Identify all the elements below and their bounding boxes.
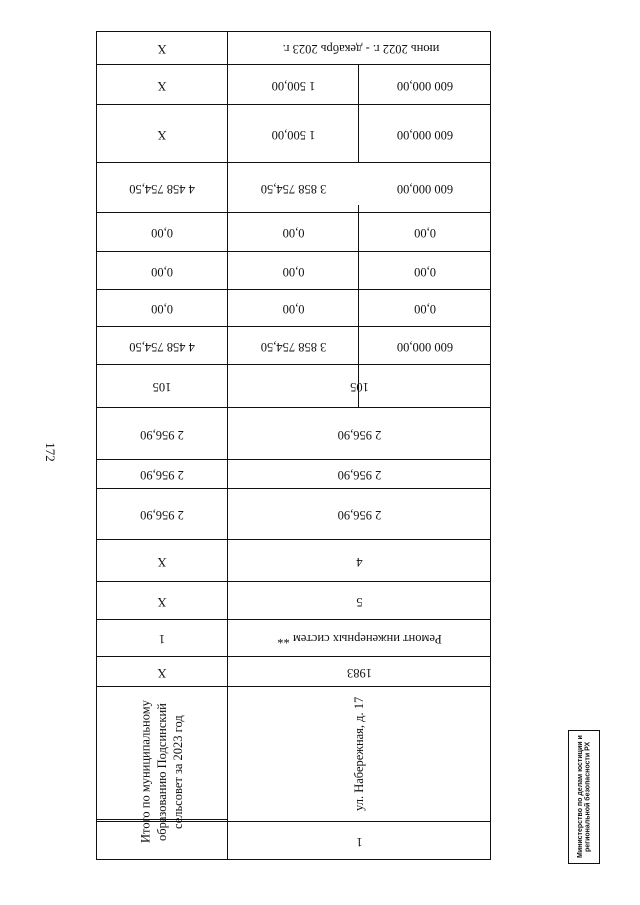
ministry-stamp [568, 730, 600, 864]
area-residents: 2 956,90 [337, 427, 382, 442]
region-b: 0,00 [282, 264, 305, 279]
total-period: X [157, 42, 167, 57]
total-local: 0,00 [151, 302, 173, 317]
region: 0,00 [414, 264, 436, 279]
total-unit-cost: X [157, 127, 167, 142]
area-living: 2 956,90 [337, 468, 382, 483]
cost-a: 3 858 754,50 [260, 181, 327, 196]
stamp-text: Министерство по делам юстиции и региональной безопасности РХ [576, 735, 591, 859]
residents: 105 [350, 380, 369, 395]
local: 0,00 [414, 302, 436, 317]
total-label: Итого по муниципальному образованию Подсинский сельсовет за 2023 год [138, 700, 186, 844]
total-year: X [157, 665, 167, 680]
year: 1983 [347, 665, 372, 680]
total-area-living: 2 956,90 [140, 468, 184, 483]
owners-b: 600 000,00 [396, 339, 454, 354]
owners-a: 3 858 754,50 [260, 339, 327, 354]
local-b: 0,00 [282, 302, 305, 317]
unit-cost-b: 600 000,00 [396, 127, 454, 142]
total-area-total: 2 956,90 [140, 508, 184, 523]
fund-b: 0,00 [282, 226, 305, 241]
cost-b: 600 000,00 [396, 181, 454, 196]
period: июнь 2022 г. - декабрь 2023 г. [282, 42, 440, 57]
floors: 5 [356, 594, 363, 609]
work-type: Ремонт инженерных систем ** [277, 632, 442, 647]
total-entrances: X [157, 554, 167, 569]
limit-b: 600 000,00 [396, 78, 454, 93]
total-limit: X [157, 78, 167, 93]
unit-cost-a: 1 500,00 [271, 127, 316, 142]
total-fund: 0,00 [151, 226, 173, 241]
fund: 0,00 [414, 226, 436, 241]
limit-a: 1 500,00 [271, 78, 316, 93]
area-total: 2 956,90 [337, 508, 382, 523]
total-floors: X [157, 594, 167, 609]
total-owners: 4 458 754,50 [129, 339, 195, 354]
total-area-residents: 2 956,90 [140, 427, 184, 442]
entrances: 4 [356, 554, 363, 569]
total-residents: 105 [152, 380, 172, 395]
total-region: 0,00 [151, 264, 173, 279]
housing-repair-table [96, 32, 491, 860]
page-number: 172 [42, 442, 58, 462]
total-col-number: 1 [158, 632, 166, 647]
total-cost: 4 458 754,50 [129, 181, 195, 196]
address: ул. Набережная, д. 17 [351, 696, 366, 812]
row-number: 1 [356, 834, 363, 849]
